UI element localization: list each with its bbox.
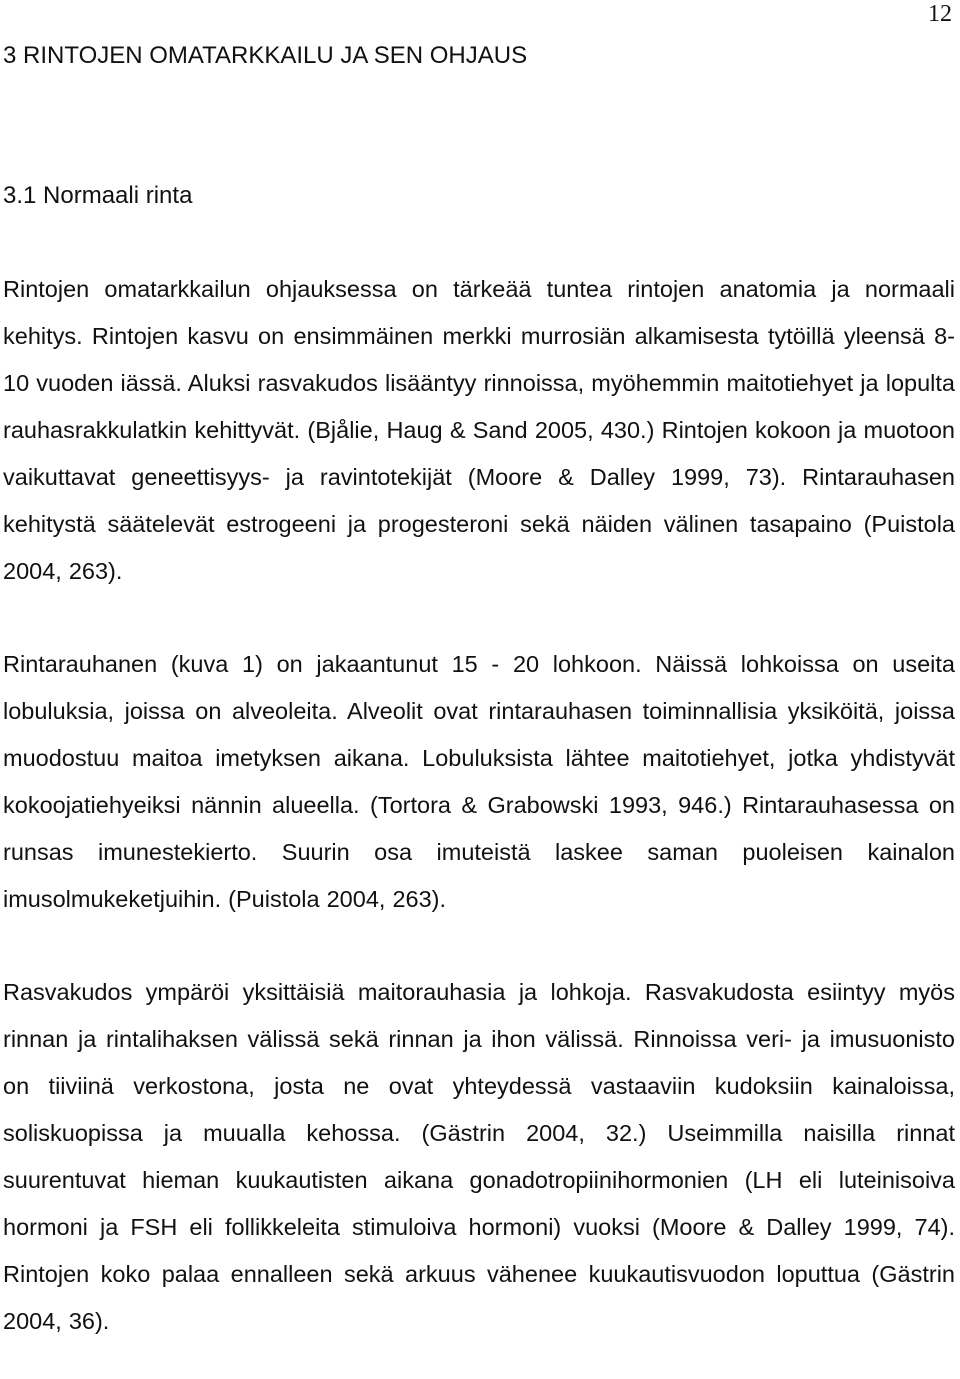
paragraph-mammary-gland-structure: Rintarauhanen (kuva 1) on jakaantunut 15 - 20 lohkoon. Näissä lohkoissa on useita lobuluksia, joissa on alveoleita. Alveolit ovat rintarauhasen toiminnallisia yksiköitä, joissa muodostuu maitoa imetyksen aikana. Lobuluksista lähtee maitotiehyet, jotka yhdistyvät kokoojatiehyeiksi nännin alueella. (Tortora & Grabowski 1993, 946.) Rintarauhasessa on runsas imunestekierto. Suurin osa imuteistä laskee saman puoleisen kainalon imusolmukeketjuihin. (Puistola 2004, 263).	[3, 651, 955, 912]
chapter-heading: 3 RINTOJEN OMATARKKAILU JA SEN OHJAUS	[3, 42, 528, 69]
document-body	[3, 36, 955, 1345]
page-number: 12	[928, 1, 952, 27]
paragraph-adipose-and-vasculature: Rasvakudos ympäröi yksittäisiä maitorauhasia ja lohkoja. Rasvakudosta esiintyy myös rinnan ja rintalihaksen välissä sekä rinnan ja ihon välissä. Rinnoissa veri- ja imusuonisto on tiiviinä verkostona, josta ne ovat yhteydessä vastaaviin kudoksiin kainaloissa, soliskuopissa ja muualla kehossa. (Gästrin 2004, 32.) Useimmilla naisilla rinnat suurentuvat hieman kuukautisten aikana gonadotropiinihormonien (LH eli luteinisoiva hormoni ja FSH eli follikkeleita stimuloiva hormoni) vuoksi (Moore & Dalley 1999, 74). Rintojen koko palaa ennalleen sekä arkuus vähenee kuukautisvuodon loputtua (Gästrin 2004, 36).	[3, 979, 955, 1334]
paragraph-normal-breast-development: Rintojen omatarkkailun ohjauksessa on tärkeää tuntea rintojen anatomia ja normaali kehitys. Rintojen kasvu on ensimmäinen merkki murrosiän alkamisesta tytöillä yleensä 8-10 vuoden iässä. Aluksi rasvakudos lisääntyy rinnoissa, myöhemmin maitotiehyet ja lopulta rauhasrakkulatkin kehittyvät. (Bjålie, Haug & Sand 2005, 430.) Rintojen kokoon ja muotoon vaikuttavat geneettisyys- ja ravintotekijät (Moore & Dalley 1999, 73). Rintarauhasen kehitystä säätelevät estrogeeni ja progesteroni sekä näiden välinen tasapaino (Puistola 2004, 263).	[3, 276, 955, 584]
section-heading: 3.1 Normaali rinta	[3, 182, 193, 209]
